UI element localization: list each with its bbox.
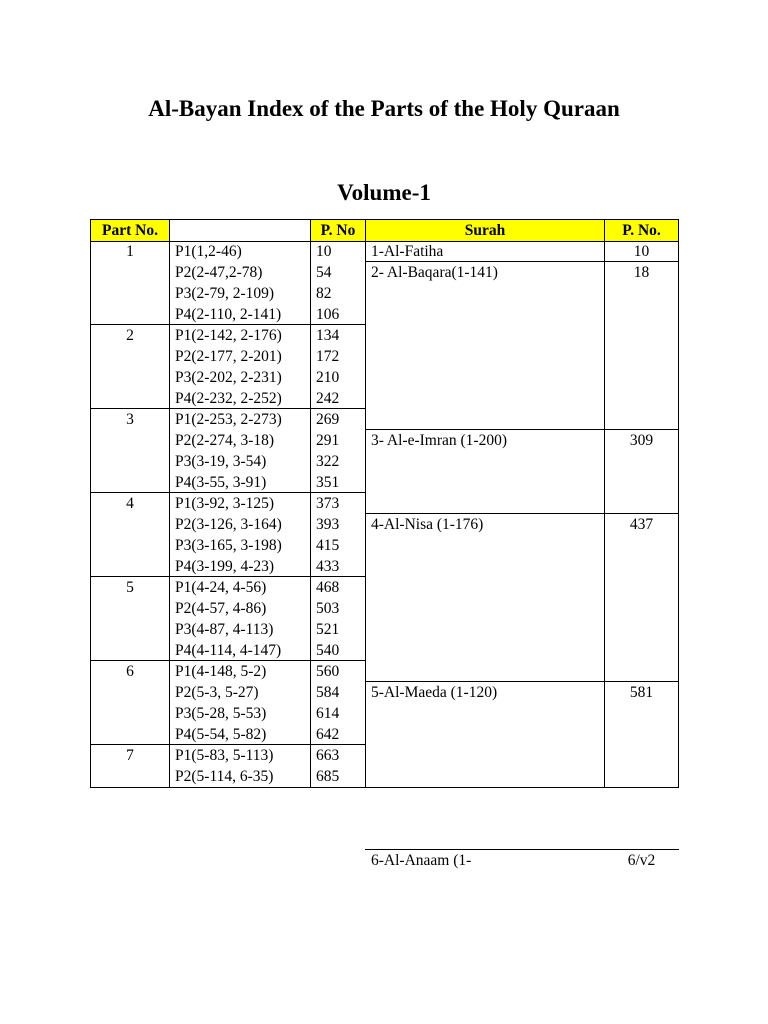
part-range: P1(5-83, 5-113) (175, 747, 274, 764)
part-page: 210 (316, 369, 340, 386)
part-number: 4 (126, 495, 134, 512)
surah-page: 581 (629, 684, 654, 701)
part-range: P2(5-114, 6-35) (175, 768, 274, 785)
header-part-no: Part No. (102, 222, 158, 239)
table-bottom-border (90, 787, 679, 788)
part-range: P1(4-24, 4-56) (175, 579, 267, 596)
part-page: 291 (316, 432, 340, 449)
header-p-no: P. No (320, 222, 356, 239)
document-title: Al-Bayan Index of the Parts of the Holy Quraan (148, 96, 620, 121)
part-range: P4(4-114, 4-147) (175, 642, 282, 659)
header-surah-p-no: P. No. (622, 222, 661, 239)
part-page: 584 (316, 684, 340, 701)
part-number: 7 (126, 747, 134, 764)
part-range: P4(5-54, 5-82) (175, 726, 267, 743)
part-range: P4(2-110, 2-141) (175, 306, 282, 323)
surah-name: 5-Al-Maeda (1-120) (371, 684, 498, 701)
part-number: 1 (126, 243, 134, 260)
surah-name: 1-Al-Fatiha (371, 243, 444, 260)
part-number: 2 (126, 327, 134, 344)
table-top-border (90, 219, 679, 220)
surah-page: 437 (629, 516, 654, 533)
part-number: 5 (126, 579, 134, 596)
part-range: P3(3-19, 3-54) (175, 453, 267, 470)
part-page: 10 (316, 243, 332, 260)
part-range: P3(4-87, 4-113) (175, 621, 274, 638)
surah-page: 10 (633, 243, 650, 260)
part-range: P3(3-165, 3-198) (175, 537, 282, 554)
part-page: 540 (316, 642, 340, 659)
part-page: 560 (316, 663, 340, 680)
part-number: 6 (126, 663, 134, 680)
surah-page: 18 (633, 264, 650, 281)
surah-page: 6/v2 (627, 852, 656, 869)
part-range: P3(5-28, 5-53) (175, 705, 267, 722)
part-page: 373 (316, 495, 340, 512)
header-surah: Surah (464, 222, 506, 239)
column-line-5 (678, 219, 679, 788)
volume-title: Volume-1 (337, 180, 431, 205)
part-range: P1(2-253, 2-273) (175, 411, 282, 428)
part-range: P1(1,2-46) (175, 243, 242, 260)
part-range: P1(3-92, 3-125) (175, 495, 275, 512)
part-page: 663 (316, 747, 340, 764)
surah-name: 3- Al-e-Imran (1-200) (371, 432, 508, 449)
part-range: P3(2-202, 2-231) (175, 369, 282, 386)
part-range: P2(5-3, 5-27) (175, 684, 259, 701)
part-page: 393 (316, 516, 340, 533)
part-page: 642 (316, 726, 340, 743)
column-line-3 (365, 219, 366, 788)
part-range: P4(2-232, 2-252) (175, 390, 282, 407)
part-page: 433 (316, 558, 340, 575)
column-line-1 (169, 219, 170, 788)
part-range: P1(4-148, 5-2) (175, 663, 267, 680)
part-range: P2(2-177, 2-201) (175, 348, 282, 365)
part-range: P1(2-142, 2-176) (175, 327, 282, 344)
part-range: P2(3-126, 3-164) (175, 516, 282, 533)
part-range: P4(3-55, 3-91) (175, 474, 267, 491)
part-page: 685 (316, 768, 340, 785)
part-range: P2(4-57, 4-86) (175, 600, 267, 617)
part-page: 521 (316, 621, 340, 638)
part-page: 242 (316, 390, 340, 407)
part-page: 415 (316, 537, 340, 554)
column-line-2 (310, 219, 311, 788)
part-page: 106 (316, 306, 340, 323)
surah-name: 4-Al-Nisa (1-176) (371, 516, 484, 533)
part-range: P4(3-199, 4-23) (175, 558, 275, 575)
part-range: P3(2-79, 2-109) (175, 285, 275, 302)
part-page: 172 (316, 348, 340, 365)
part-range: P2(2-47,2-78) (175, 264, 263, 281)
part-page: 322 (316, 453, 340, 470)
part-page: 82 (316, 285, 332, 302)
part-page: 134 (316, 327, 340, 344)
part-page: 468 (316, 579, 340, 596)
part-number: 3 (126, 411, 134, 428)
surah-name: 6-Al-Anaam (1- (371, 852, 472, 869)
part-page: 269 (316, 411, 340, 428)
part-range: P2(2-274, 3-18) (175, 432, 275, 449)
part-page: 54 (316, 264, 332, 281)
part-page: 503 (316, 600, 340, 617)
part-page: 614 (316, 705, 340, 722)
part-page: 351 (316, 474, 340, 491)
surah-name: 2- Al-Baqara(1-141) (371, 264, 498, 281)
surah-page: 309 (629, 432, 654, 449)
